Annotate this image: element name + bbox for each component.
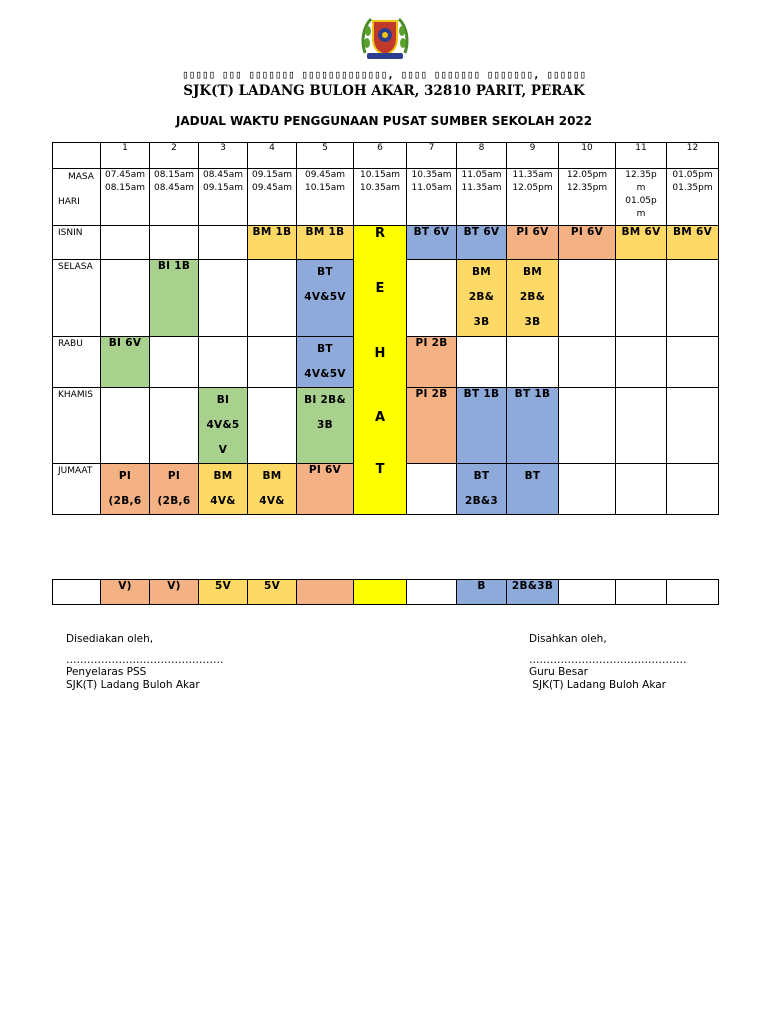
slot: PI 6V (297, 464, 354, 515)
period-number: 4 (248, 143, 297, 169)
slot (248, 337, 297, 388)
signer-org: SJK(T) Ladang Buloh Akar (66, 678, 200, 691)
slot-line: BM (522, 266, 543, 278)
slot (507, 260, 559, 337)
approved-by-label: Disahkan oleh, (529, 633, 607, 645)
slot (616, 388, 667, 464)
slot-line: 4V& (210, 495, 236, 507)
slot (297, 580, 354, 605)
slot-line: BM (262, 470, 282, 482)
day-row-isnin (53, 226, 719, 260)
slot (248, 260, 297, 337)
period-number: 9 (507, 143, 559, 169)
slot (150, 464, 199, 515)
slot: BT (507, 464, 559, 515)
slot (354, 580, 407, 605)
slot-line: BT (317, 266, 333, 278)
rehat-column (354, 226, 407, 515)
period-number: 3 (199, 143, 248, 169)
time-cell: 12.35p m 01.05p m (616, 169, 667, 226)
signer-org: SJK(T) Ladang Buloh Akar (529, 678, 666, 691)
period-number: 2 (150, 143, 199, 169)
signature-line: ……………………………………… (66, 653, 224, 666)
signer-role: Penyelaras PSS (66, 666, 147, 678)
slot (457, 260, 507, 337)
slot-line: 2B& (519, 291, 546, 303)
slot: BT 6V (407, 226, 457, 260)
slot (150, 226, 199, 260)
slot (457, 337, 507, 388)
slot (559, 580, 616, 605)
rehat-letter: R (374, 226, 385, 241)
slot: PI 6V (559, 226, 616, 260)
slot (407, 580, 457, 605)
slot (559, 337, 616, 388)
slot (667, 388, 719, 464)
slot-line: 2B& (468, 291, 495, 303)
slot (616, 260, 667, 337)
tamil-school-name: ▯▯▯▯▯ ▯▯▯ ▯▯▯▯▯▯▯ ▯▯▯▯▯▯▯▯▯▯▯▯▯, ▯▯▯▯ ▯▯▯▯▯▯▯ ▯▯▯▯▯▯▯, ▯▯▯▯▯▯ (182, 68, 586, 81)
time-cell: 08.15am 08.45am (150, 169, 199, 226)
period-number: 1 (101, 143, 150, 169)
slot-line: PI (167, 470, 181, 482)
slot (616, 464, 667, 515)
slot-line: 4V&5V (304, 291, 346, 303)
period-number: 11 (616, 143, 667, 169)
page-title: JADUAL WAKTU PENGGUNAAN PUSAT SUMBER SEKOLAH 2022 (175, 114, 593, 128)
slot (559, 464, 616, 515)
rehat-letter: T (375, 462, 385, 477)
slot: BM 1B (248, 226, 297, 260)
slot (407, 464, 457, 515)
time-cell: 01.05pm 01.35pm (667, 169, 719, 226)
slot: V) (101, 580, 150, 605)
approved-by-block (529, 633, 687, 691)
day-label: RABU (53, 337, 101, 388)
masa-hari-label (53, 169, 101, 226)
slot: BM 6V (667, 226, 719, 260)
rehat-letter: A (374, 410, 386, 425)
slot (101, 226, 150, 260)
slot: PI 6V (507, 226, 559, 260)
slot (199, 260, 248, 337)
slot (150, 388, 199, 464)
slot-line: V (218, 444, 228, 456)
time-cell: 07.45am 08.15am (101, 169, 150, 226)
day-label: JUMAAT (53, 464, 101, 515)
time-cell: 09.15am 09.45am (248, 169, 297, 226)
day-label: SELASA (53, 260, 101, 337)
period-number: 7 (407, 143, 457, 169)
slot: 5V (199, 580, 248, 605)
time-cell: 11.05am 11.35am (457, 169, 507, 226)
slot: 5V (248, 580, 297, 605)
slot-line: BM (213, 470, 233, 482)
slot: V) (150, 580, 199, 605)
slot-line: 3B (473, 316, 490, 328)
slot (248, 388, 297, 464)
slot (667, 580, 719, 605)
signature-line: ……………………………………… (529, 653, 687, 666)
slot-line: BT (317, 343, 333, 355)
slot (101, 464, 150, 515)
slot (297, 337, 354, 388)
period-number-row (53, 143, 719, 169)
slot (101, 388, 150, 464)
slot: BI 6V (101, 337, 150, 388)
slot (559, 388, 616, 464)
slot-line: 4V& (259, 495, 285, 507)
rehat-letter: H (374, 346, 386, 361)
slot (297, 388, 354, 464)
slot: BM 6V (616, 226, 667, 260)
slot (667, 260, 719, 337)
slot (667, 464, 719, 515)
slot-line: (2B,6 (108, 495, 142, 507)
signer-role: Guru Besar (529, 666, 588, 678)
slot: BM 1B (297, 226, 354, 260)
slot (199, 464, 248, 515)
time-cell: 09.45am 10.15am (297, 169, 354, 226)
slot: BI 1B (150, 260, 199, 337)
slot (297, 260, 354, 337)
slot-line: (2B,6 (157, 495, 191, 507)
school-logo (359, 13, 411, 61)
period-number: 5 (297, 143, 354, 169)
period-number: 8 (457, 143, 507, 169)
slot (667, 337, 719, 388)
slot (199, 388, 248, 464)
slot (53, 580, 101, 605)
prepared-by-block (66, 633, 224, 691)
slot: BT 1B (457, 388, 507, 464)
period-number: 12 (667, 143, 719, 169)
slot-line: BI 2B& (304, 394, 346, 406)
time-cell: 12.05pm 12.35pm (559, 169, 616, 226)
school-name: SJK(T) LADANG BULOH AKAR, 32810 PARIT, PERAK (183, 83, 585, 99)
slot (559, 260, 616, 337)
period-number: 6 (354, 143, 407, 169)
timetable-continuation (52, 579, 719, 605)
slot: BT 1B (507, 388, 559, 464)
day-label: KHAMIS (53, 388, 101, 464)
slot-line: 3B (317, 419, 333, 431)
slot: PI 2B (407, 388, 457, 464)
slot-line: 2B&3 (465, 495, 498, 507)
masa-label: MASA (68, 172, 94, 182)
day-label: ISNIN (53, 226, 101, 260)
slot (616, 580, 667, 605)
slot (507, 337, 559, 388)
prepared-by-label: Disediakan oleh, (66, 633, 154, 645)
continuation-row (53, 580, 719, 605)
slot (457, 464, 507, 515)
slot-line: BT (473, 470, 490, 482)
slot-line: BM (471, 266, 492, 278)
slot-line: 3B (524, 316, 541, 328)
time-cell: 08.45am 09.15am (199, 169, 248, 226)
time-cell: 10.35am 11.05am (407, 169, 457, 226)
slot-line: BI (216, 394, 230, 406)
corner-cell (53, 143, 101, 169)
slot (407, 260, 457, 337)
slot (616, 337, 667, 388)
period-number: 10 (559, 143, 616, 169)
slot (101, 260, 150, 337)
slot: PI 2B (407, 337, 457, 388)
time-row (53, 169, 719, 226)
timetable (52, 142, 719, 515)
slot: BT 6V (457, 226, 507, 260)
rehat-letter: E (375, 281, 385, 296)
slot (199, 337, 248, 388)
slot (199, 226, 248, 260)
slot: B (457, 580, 507, 605)
slot-line: 4V&5 (206, 419, 240, 431)
slot-line: PI (118, 470, 132, 482)
slot-line: 4V&5V (304, 368, 346, 380)
time-cell: 11.35am 12.05pm (507, 169, 559, 226)
slot (248, 464, 297, 515)
hari-label: HARI (58, 197, 80, 207)
time-cell: 10.15am 10.35am (354, 169, 407, 226)
slot: 2B&3B (507, 580, 559, 605)
slot (150, 337, 199, 388)
